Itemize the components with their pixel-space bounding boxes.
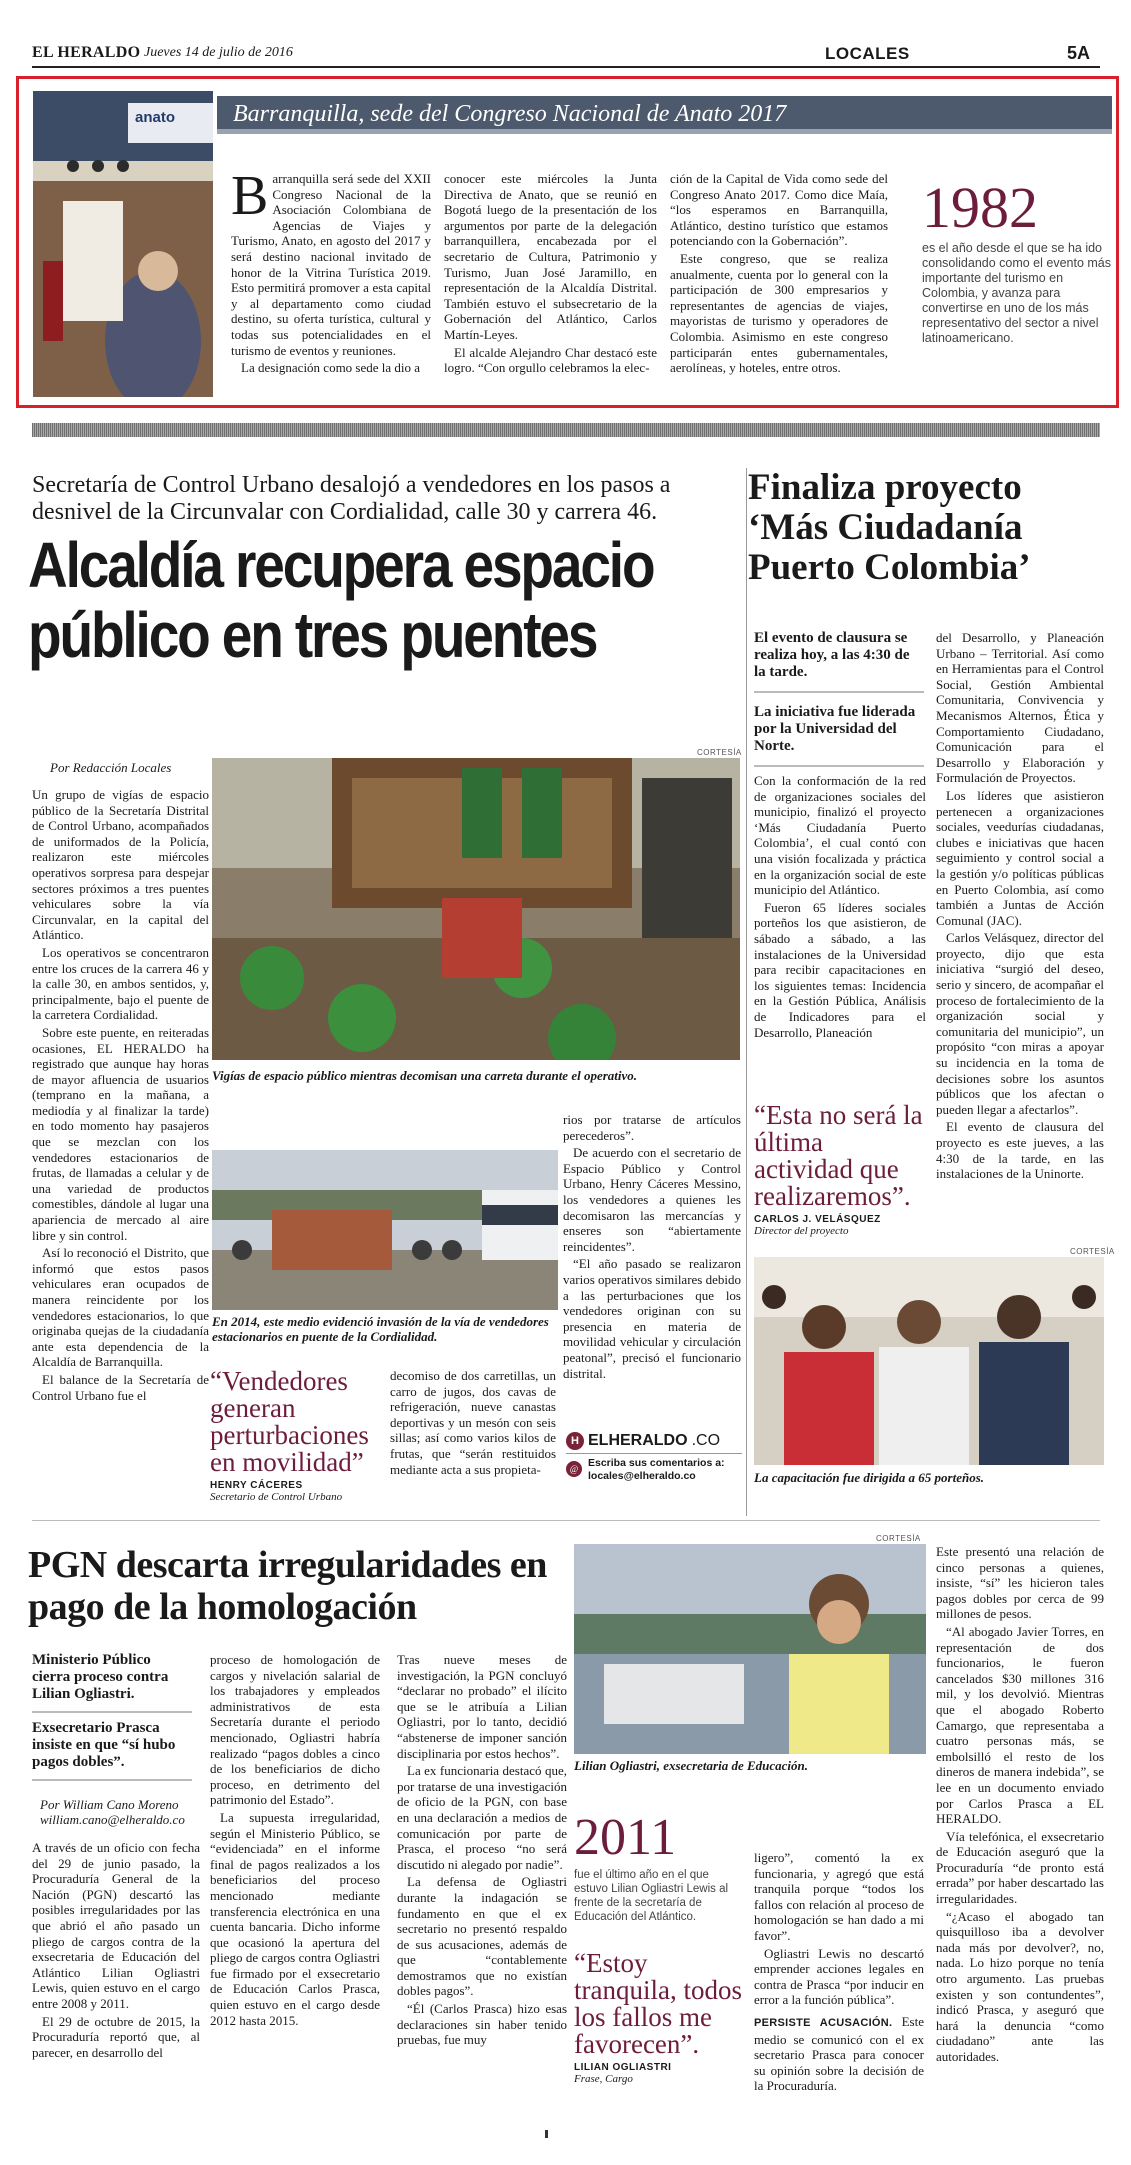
- headline-line: público en tres puentes: [28, 599, 597, 671]
- article2-paragraph: Este medio se comunicó con el ex secretario Prasca para conocer su opinión sobre la decisión de la Procuraduría.: [754, 2013, 924, 2094]
- comments-row: [566, 1457, 742, 1483]
- anato-paragraph: arranquilla será sede del XXII Congreso Nacional de la Asociación Colombiana de Agencias de Viajes y Turismo, Anato, en agosto del 2017 y será destino nacional invitado de honor de la Vitrina Turística 2019. Esto permitirá promover a esta capital y al departamento como ciudad destino, su oferta turística, cultural y todas sus potencialidades en el turismo de eventos y reuniones.: [231, 171, 431, 358]
- sidebar-column-1: [754, 773, 926, 1042]
- article2-paragraph: “Él (Carlos Prasca) hizo esas declaraciones sin haber tenido pruebas, fue muy: [397, 2001, 567, 2048]
- article2-paragraph: La ex funcionaria destacó que, por tratarse de una investigación de oficio de la PGN, con base en una declaración a medios de comunicación por parte de Prasca, el proceso “no será discutido ni alegado por nadie”.: [397, 1763, 567, 1872]
- page-number: 5A: [1066, 43, 1090, 63]
- article1-column-1: [32, 787, 209, 1405]
- column-rule: [746, 468, 747, 1516]
- anato-column-1: [231, 165, 431, 378]
- article2-paragraph: La supuesta irregularidad, según el Ministerio Público, se “evidenciada” en el informe final de pagos realizados a los beneficiarios del proceso mencionado mediante transferencia electrónica en una cuenta bancaria. Dicho informe que ocasionó la apertura del pliego de cargos contra Ogliastri fue firmado por el exsecretario de Educación Carlos Prasca, quien estuvo en el cargo desde 2012 hasta 2015.: [210, 1809, 380, 2028]
- anato-paragraph: ción de la Capital de Vida como sede del Congreso Anato 2017. Como dice Maía, “los esperamos en Barranquilla, Atlántico, destino turístico que estamos potenciando con la Gobernación”.: [670, 171, 888, 249]
- article1-paragraph: Así lo reconoció el Distrito, que informó que estos pasos vehiculares eran ocupados de manera reincidente por los vendedores estacionarios, lo que originaba quejas de la ciudadanía ante esta dependencia de la Alcaldía de Barranquilla.: [32, 1245, 209, 1370]
- page-footer-mark: [545, 2130, 548, 2138]
- photo1-caption: Vigías de espacio público mientras decomisan una carreta durante el operativo.: [212, 1068, 638, 1083]
- article2-column-2: [210, 1652, 380, 2030]
- sidebar-paragraph: El evento de clausura del proyecto es este jueves, a las 4:30 de la tarde, en las instalaciones de la Uninorte.: [936, 1119, 1104, 1182]
- article2-paragraph: A través de un oficio con fecha del 29 de junio pasado, la Procuraduría General de la Nación (PGN) descartó las posibles irregularidades por las que abrió el año pasado un pliego de cargos contra de la exsecretaria de Educación del Atlántico Lilian Ogliastri Lewis, quien estuvo en el cargo entre 2008 y 2011.: [32, 1840, 200, 2011]
- article2-column-1: [32, 1840, 200, 2062]
- article1-headline: [28, 529, 654, 671]
- article1-column-2: [563, 1112, 741, 1383]
- photo-credit: CORTESÍA: [1070, 1247, 1115, 1256]
- training-audience-photo: [754, 1257, 1104, 1465]
- article1-paragraph: “El año pasado se realizaron varios operativos similares debido a las perturbaciones que los vendedores originan con su presencia en materia de movilidad vehicular y circulación peatonal”, precisó el funcionario distrital.: [563, 1256, 741, 1381]
- anato-column-2: [444, 171, 657, 378]
- section-divider: [32, 423, 1100, 437]
- article2-paragraph: “¿Acaso el abogado tan quisquilloso iba a devolver nada más por devolver?, no, nada. Lo hizo porque no tenía otro argumento. Las pruebas existen y son contundentes”, indicó Prasca, y aseguró que hará la denuncia “como ciudadano” ante las autoridades.: [936, 1908, 1104, 2064]
- pullquote-role: Frase, Cargo: [574, 2073, 633, 2085]
- sidebar-paragraph: del Desarrollo, y Planeación Urbano – Territorial. Así como en Herramientas para el Control Social, Gestión Ambiental Comunitaria, Convivencia y Mecanismos Alternos, Ética y Comportamiento Ciudadano, Comunicación para el Desarrollo y Elaboración y Formulación de Proyectos.: [936, 630, 1104, 786]
- masthead: [32, 38, 1100, 68]
- issue-date: Jueves 14 de julio de 2016: [144, 45, 293, 60]
- article2-column-5: [936, 1544, 1104, 2067]
- fact-text: fue el último año en el que estuvo Lilian Ogliastri Lewis al frente de la secretaría de Educación del Atlántico.: [574, 1869, 729, 1923]
- article2-photo-caption: Lilian Ogliastri, exsecretaria de Educación.: [574, 1758, 808, 1773]
- fact-year: 2011: [574, 1809, 677, 1866]
- sidebar-lead: La iniciativa fue liderada por la Universidad del Norte.: [754, 704, 924, 767]
- brand-suffix: .CO: [691, 1432, 721, 1449]
- newspaper-name: EL HERALDO: [32, 44, 141, 61]
- anato-paragraph: Este congreso, que se realiza anualmente, cuenta por lo general con la participación de 300 empresarios y representantes de agencias de viajes, mayoristas de turismo y operadores de Colombia. Asimismo en este congreso participarán entes gubernamentales, aerolíneas, y hoteles, entre otros.: [670, 250, 888, 376]
- anato-sidebar-fact: [922, 175, 1112, 346]
- article1-paragraph: Los operativos se concentraron entre los cruces de la carrera 46 y la calle 30, en ambos sentidos, y, principalmente, bajo el puente de la carretera Cordialidad.: [32, 944, 209, 1023]
- byline-email: william.cano@elheraldo.co: [40, 1812, 185, 1827]
- sidebar-paragraph: Los líderes que asistieron pertenecen a organizaciones sociales, veedurías ciudadanas, clubes e iniciativas que hacen seguimiento y control social a la gestión y/o políticas públicas en Puerto Colombia, así como también a Juntas de Acción Comunal (JAC).: [936, 787, 1104, 928]
- sidebar-column-2: [936, 630, 1104, 1184]
- article2-headline: PGN descarta irregularidades en pago de la homologación: [28, 1544, 547, 1628]
- article2-paragraph: Ogliastri Lewis no descartó emprender acciones legales en contra de Prasca “por inducir en error a la función pública”.: [754, 1945, 924, 2008]
- sidebar-paragraph: Carlos Velásquez, director del proyecto, dijo que esta iniciativa “surgió del deseo, serio y sincero, de acompañar el proceso de fortalecimiento de la organización social y comunitaria del municipio”, un propósito “con miras a apoyar su incidencia en la toma de decisiones sobre los asuntos públicos que los afectan o pueden llegar a afectarlos”.: [936, 930, 1104, 1117]
- anato-paragraph: El alcalde Alejandro Char destacó este logro. “Con orgullo celebramos la elec-: [444, 344, 657, 376]
- pullquote-text: “Esta no será la última actividad que realizaremos”.: [754, 1100, 923, 1211]
- article2-column-4: [754, 1850, 924, 2096]
- photo-credit: CORTESÍA: [697, 748, 742, 757]
- article2-lead: Exsecretario Prasca insiste en que “sí hubo pagos dobles”.: [32, 1720, 192, 1781]
- article1-deck: Secretaría de Control Urbano desalojó a vendedores en los pasos a desnivel de la Circunvalar con Cordialidad, calle 30 y carrera 46.: [32, 472, 671, 525]
- anato-logo-text: anato: [135, 109, 176, 126]
- pullquote-role: Director del proyecto: [754, 1225, 849, 1237]
- pullquote-name: LILIAN OGLIASTRI: [574, 2062, 672, 2073]
- section-divider: [32, 1520, 1100, 1521]
- street-vendors-photo: [212, 1150, 558, 1310]
- sidebar-lead: El evento de clausura se realiza hoy, a las 4:30 de la tarde.: [754, 630, 924, 693]
- article2-paragraph: “Al abogado Javier Torres, en representación de dos funcionarios, le fueron cancelados $30 millones 316 mil, y los devolvió. Mientras que el abogado Roberto Camargo, que representaba a cuatro personas más, se embolsilló el resto de los dineros de manera indebida”, se lee en un documento enviado por Carlos Prasca a EL HERALDO.: [936, 1623, 1104, 1827]
- brand-name: ELHERALDO: [588, 1432, 688, 1449]
- article1-paragraph: decomiso de dos carretillas, un carro de jugos, dos cavas de refrigeración, nueve canastas deportivas y un mesón con seis sillas; así como varios kilos de frutas, que “serán restituidos mediante acta a sus propieta-: [390, 1368, 556, 1477]
- comments-box: [566, 1432, 742, 1483]
- article2-paragraph: ligero”, comentó la ex funcionaria, y agregó que está tranquila porque “todos los fallos con relación al proceso de homologación se han dado a mi favor”.: [754, 1850, 924, 1943]
- sidebar-photo-caption: La capacitación fue dirigida a 65 porteños.: [754, 1470, 985, 1485]
- sidebar-pullquote: [754, 1102, 926, 1237]
- photo-credit: CORTESÍA: [876, 1534, 921, 1543]
- pullquote-text: “Estoy tranquila, todos los fallos me favorecen”.: [574, 1948, 742, 2059]
- photo2-caption: En 2014, este medio evidenció invasión de la vía de vendedores estacionarios en puente de la Cordialidad.: [212, 1314, 549, 1344]
- pullquote-text: “Vendedores generan perturbaciones en movilidad”: [210, 1366, 369, 1477]
- at-icon: @: [566, 1461, 582, 1477]
- section-name: LOCALES: [825, 44, 910, 63]
- article2-pullquote: [574, 1950, 742, 2085]
- anato-headline: Barranquilla, sede del Congreso Nacional de Anato 2017: [217, 96, 1112, 134]
- pullquote-name: HENRY CÁCERES: [210, 1480, 303, 1491]
- article1-pullquote: [210, 1368, 382, 1503]
- article2-column-3: [397, 1652, 567, 2050]
- anato-paragraph: conocer este miércoles la Junta Directiva de Anato, que se reunió en Bogotá luego de la presentación de los argumentos por parte de la delegación barranquillera, encabezada por el secretario de Cultura, Patrimonio y Turismo, Juan José Jaramillo, en representación de la Alcaldía Distrital. También estuvo el subsecretario de la Gobernación del Atlántico, Carlos Martín-Leyes.: [444, 171, 657, 342]
- pullquote-name: CARLOS J. VELÁSQUEZ: [754, 1214, 881, 1225]
- article1-paragraph: rios por tratarse de artículos perecederos”.: [563, 1112, 741, 1143]
- article1-column-3: [390, 1368, 556, 1479]
- article2-paragraph: Tras nueve meses de investigación, la PGN concluyó “declarar no probado” el ilícito que se le atribuía a Lilian Ogliastri, por lo tanto, decidió “abstenerse de imponer sanción disciplinaria por estos hechos”.: [397, 1652, 567, 1761]
- article2-lead: Ministerio Público cierra proceso contra Lilian Ogliastri.: [32, 1652, 192, 1713]
- article2-subhead: PERSISTE ACUSACIÓN.: [754, 2016, 893, 2029]
- byline-author: Por William Cano Moreno: [40, 1797, 179, 1812]
- article2-paragraph: La defensa de Ogliastri durante la indagación se fundamento en que el ex secretario no presentó respaldo de sus acusaciones, además de que “contablemente demostramos que no existían dobles pagos”.: [397, 1874, 567, 1999]
- article2-paragraph: El 29 de octubre de 2015, la Procuraduría reportó que, al parecer, en desarrollo del: [32, 2013, 200, 2060]
- sidebar-paragraph: Fueron 65 líderes sociales porteños los que asistieron, de sábado a sábado, a las instalaciones de la Universidad para recibir capacitaciones en los siguientes temas: Incidencia en la Gestión Pública, Análisis de Indicadores para el Desarrollo, Planeación: [754, 899, 926, 1040]
- article2-byline: [40, 1797, 185, 1827]
- ogliastri-photo: [574, 1544, 926, 1754]
- brand-h-icon: H: [566, 1432, 584, 1450]
- anato-paragraph: La designación como sede la dio a: [241, 360, 421, 376]
- article2-fact: [574, 1809, 742, 1924]
- headline-line: Alcaldía recupera espacio: [28, 529, 654, 601]
- fact-year: 1982: [922, 175, 1038, 240]
- article2-paragraph: proceso de homologación de cargos y nivelación salarial de los trabajadores y empleados administrativos de esta Secretaría durante el periodo mencionado, Ogliastri habría realizado “pagos dobles a cinco de los beneficiarios de dicho proceso, en detrimento del patrimonio del Estado”.: [210, 1652, 380, 1808]
- vendors-seizure-photo: [212, 758, 740, 1060]
- anato-meeting-photo: [33, 91, 213, 397]
- brand-line: [566, 1432, 742, 1454]
- article1-paragraph: Sobre este puente, en reiteradas ocasiones, EL HERALDO ha registrado que aunque hay horas de mayor afluencia de usuarios (temprano en la mañana, a mediodía y al finalizar la tarde) en todo momento hay pasajeros que se mezclan con los vendedores estacionarios de frutas, de llamadas a celular y de una variedad de productos comestibles, dándole al lugar una apariencia de mercado al aire libre y sin control.: [32, 1024, 209, 1243]
- anato-column-3: [670, 171, 888, 378]
- article2-paragraph: Vía telefónica, el exsecretario de Educación aseguró que la Procuraduría “de pronto está errada” por haber descartado las irregularidades.: [936, 1828, 1104, 1907]
- fact-text: es el año desde el que se ha ido consolidando como el evento más importante del turismo en Colombia, y avanza para convertirse en uno de los más representativo del sector a nivel latinoamericano.: [922, 241, 1112, 345]
- dropcap-letter: B: [231, 165, 269, 227]
- article1-byline: Por Redacción Locales: [50, 760, 172, 775]
- article1-paragraph: De acuerdo con el secretario de Espacio Público y Control Urbano, Henry Cáceres Messino, los vendedores a quienes les decomisaron las mercancías y enseres son “abiertamente reincidentes”.: [563, 1145, 741, 1254]
- comments-email-text: Escriba sus comentarios a: locales@elheraldo.co: [588, 1457, 725, 1482]
- article1-paragraph: Un grupo de vigías de espacio público de la Secretaría Distrital de Control Urbano, acompañados de uniformados de la Policía, realizaron este miércoles operativos sorpresa para despejar sectores próximos a tres puentes vehiculares sobre la vía Circunvalar, en la capital del Atlántico.: [32, 787, 209, 943]
- pullquote-role: Secretario de Control Urbano: [210, 1491, 343, 1503]
- sidebar-headline: Finaliza proyecto ‘Más Ciudadanía Puerto Colombia’: [748, 467, 1031, 588]
- article2-paragraph: Este presentó una relación de cinco personas a quienes, insiste, “sí” les hicieron tales pagos dobles por cerca de 99 millones de pesos.: [936, 1544, 1104, 1622]
- sidebar-paragraph: Con la conformación de la red de organizaciones sociales del municipio, finalizó el proyecto ‘Más Ciudadanía Puerto Colombia’, el cual contó con una visión focalizada y práctica en la organización social de este municipio del Atlántico.: [754, 773, 926, 898]
- article1-paragraph: El balance de la Secretaría de Control Urbano fue el: [32, 1371, 209, 1403]
- anato-article-box: [16, 76, 1119, 408]
